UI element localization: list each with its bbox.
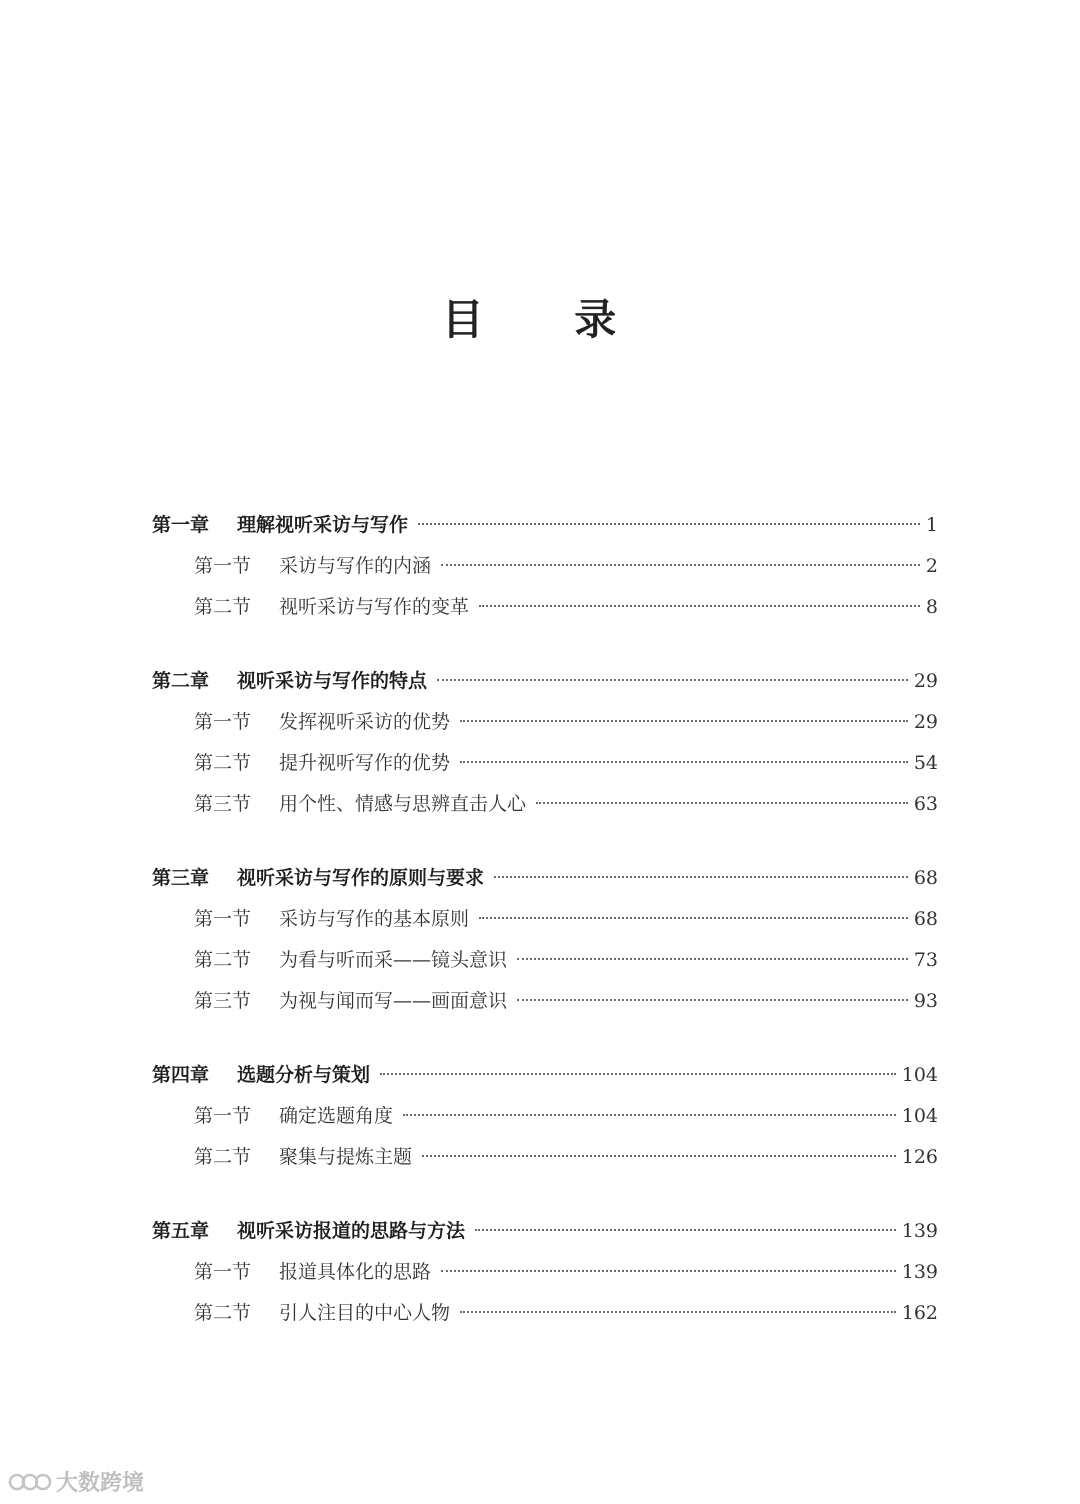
- section-title: 提升视听写作的优势: [279, 752, 451, 774]
- section-label: 第二节: [194, 752, 252, 774]
- section-label: 第二节: [194, 596, 252, 618]
- dot-leader: [437, 679, 908, 681]
- section-label: 第一节: [194, 908, 252, 930]
- section-label: 第三节: [194, 793, 252, 815]
- section-title: 视听采访与写作的变革: [279, 596, 470, 618]
- dot-leader: [479, 917, 908, 919]
- toc-chapter: [152, 661, 938, 825]
- toc-section-entry[interactable]: [152, 743, 938, 784]
- toc-section-entry[interactable]: [152, 899, 938, 940]
- toc-section-entry[interactable]: [152, 1096, 938, 1137]
- dot-leader: [460, 761, 908, 763]
- page-number: 54: [913, 752, 938, 774]
- chapter-label: 第一章: [152, 514, 210, 536]
- toc-section-entry[interactable]: [152, 981, 938, 1022]
- dot-leader: [380, 1073, 896, 1075]
- toc-chapter-entry[interactable]: [152, 505, 938, 546]
- toc-chapter: [152, 1055, 938, 1178]
- dot-leader: [475, 1229, 896, 1231]
- section-title: 采访与写作的基本原则: [279, 908, 470, 930]
- section-label: 第一节: [194, 1105, 252, 1127]
- dot-leader: [460, 1311, 896, 1313]
- page-number: 73: [913, 949, 938, 971]
- section-title: 用个性、情感与思辨直击人心: [279, 793, 527, 815]
- section-label: 第一节: [194, 555, 252, 577]
- dot-leader: [422, 1155, 896, 1157]
- section-title: 采访与写作的内涵: [279, 555, 432, 577]
- chapter-title: 理解视听采访与写作: [237, 514, 409, 536]
- dot-leader: [441, 1270, 896, 1272]
- page-number: 8: [925, 596, 938, 618]
- page-number: 139: [901, 1220, 938, 1242]
- chapter-title: 视听采访与写作的原则与要求: [237, 867, 485, 889]
- dot-leader: [460, 720, 908, 722]
- table-of-contents: [152, 505, 938, 1367]
- section-title: 为视与闻而写——画面意识: [279, 990, 508, 1012]
- dot-leader: [536, 802, 908, 804]
- chapter-title: 视听采访与写作的特点: [237, 670, 428, 692]
- dot-leader: [517, 999, 908, 1001]
- section-label: 第一节: [194, 1261, 252, 1283]
- page-title: 目 录: [441, 295, 655, 344]
- chapter-title: 视听采访报道的思路与方法: [237, 1220, 466, 1242]
- page-number: 1: [925, 514, 938, 536]
- page-number: 29: [913, 670, 938, 692]
- toc-section-entry[interactable]: [152, 587, 938, 628]
- toc-section-entry[interactable]: [152, 1137, 938, 1178]
- dot-leader: [403, 1114, 896, 1116]
- section-title: 发挥视听采访的优势: [279, 711, 451, 733]
- toc-section-entry[interactable]: [152, 940, 938, 981]
- toc-section-entry[interactable]: [152, 1293, 938, 1334]
- section-label: 第二节: [194, 1146, 252, 1168]
- page-number: 126: [901, 1146, 938, 1168]
- page-number: 104: [901, 1105, 938, 1127]
- toc-chapter-entry[interactable]: [152, 858, 938, 899]
- watermark-text: 大数跨境: [56, 1471, 145, 1496]
- chapter-title: 选题分析与策划: [237, 1064, 371, 1086]
- chapter-label: 第三章: [152, 867, 210, 889]
- page-number: 104: [901, 1064, 938, 1086]
- section-title: 报道具体化的思路: [279, 1261, 432, 1283]
- page-number: 139: [901, 1261, 938, 1283]
- section-label: 第二节: [194, 949, 252, 971]
- chapter-label: 第四章: [152, 1064, 210, 1086]
- dot-leader: [517, 958, 908, 960]
- page-number: 68: [913, 867, 938, 889]
- toc-section-entry[interactable]: [152, 784, 938, 825]
- page-number: 93: [913, 990, 938, 1012]
- dot-leader: [479, 605, 920, 607]
- section-title: 聚集与提炼主题: [279, 1146, 413, 1168]
- dot-leader: [441, 564, 920, 566]
- toc-chapter-entry[interactable]: [152, 661, 938, 702]
- section-title: 引人注目的中心人物: [279, 1302, 451, 1324]
- page-number: 29: [913, 711, 938, 733]
- section-label: 第一节: [194, 711, 252, 733]
- page-number: 63: [913, 793, 938, 815]
- section-label: 第三节: [194, 990, 252, 1012]
- page-number: 68: [913, 908, 938, 930]
- watermark: [8, 1466, 144, 1497]
- logo-icon: [8, 1470, 52, 1494]
- page-number: 2: [925, 555, 938, 577]
- section-label: 第二节: [194, 1302, 252, 1324]
- dot-leader: [494, 876, 908, 878]
- dot-leader: [418, 523, 920, 525]
- toc-chapter-entry[interactable]: [152, 1211, 938, 1252]
- toc-section-entry[interactable]: [152, 1252, 938, 1293]
- toc-section-entry[interactable]: [152, 702, 938, 743]
- toc-section-entry[interactable]: [152, 546, 938, 587]
- toc-chapter: [152, 1211, 938, 1334]
- toc-chapter-entry[interactable]: [152, 1055, 938, 1096]
- chapter-label: 第五章: [152, 1220, 210, 1242]
- section-title: 确定选题角度: [279, 1105, 394, 1127]
- chapter-label: 第二章: [152, 670, 210, 692]
- page-number: 162: [901, 1302, 938, 1324]
- toc-chapter: [152, 858, 938, 1022]
- section-title: 为看与听而采——镜头意识: [279, 949, 508, 971]
- toc-chapter: [152, 505, 938, 628]
